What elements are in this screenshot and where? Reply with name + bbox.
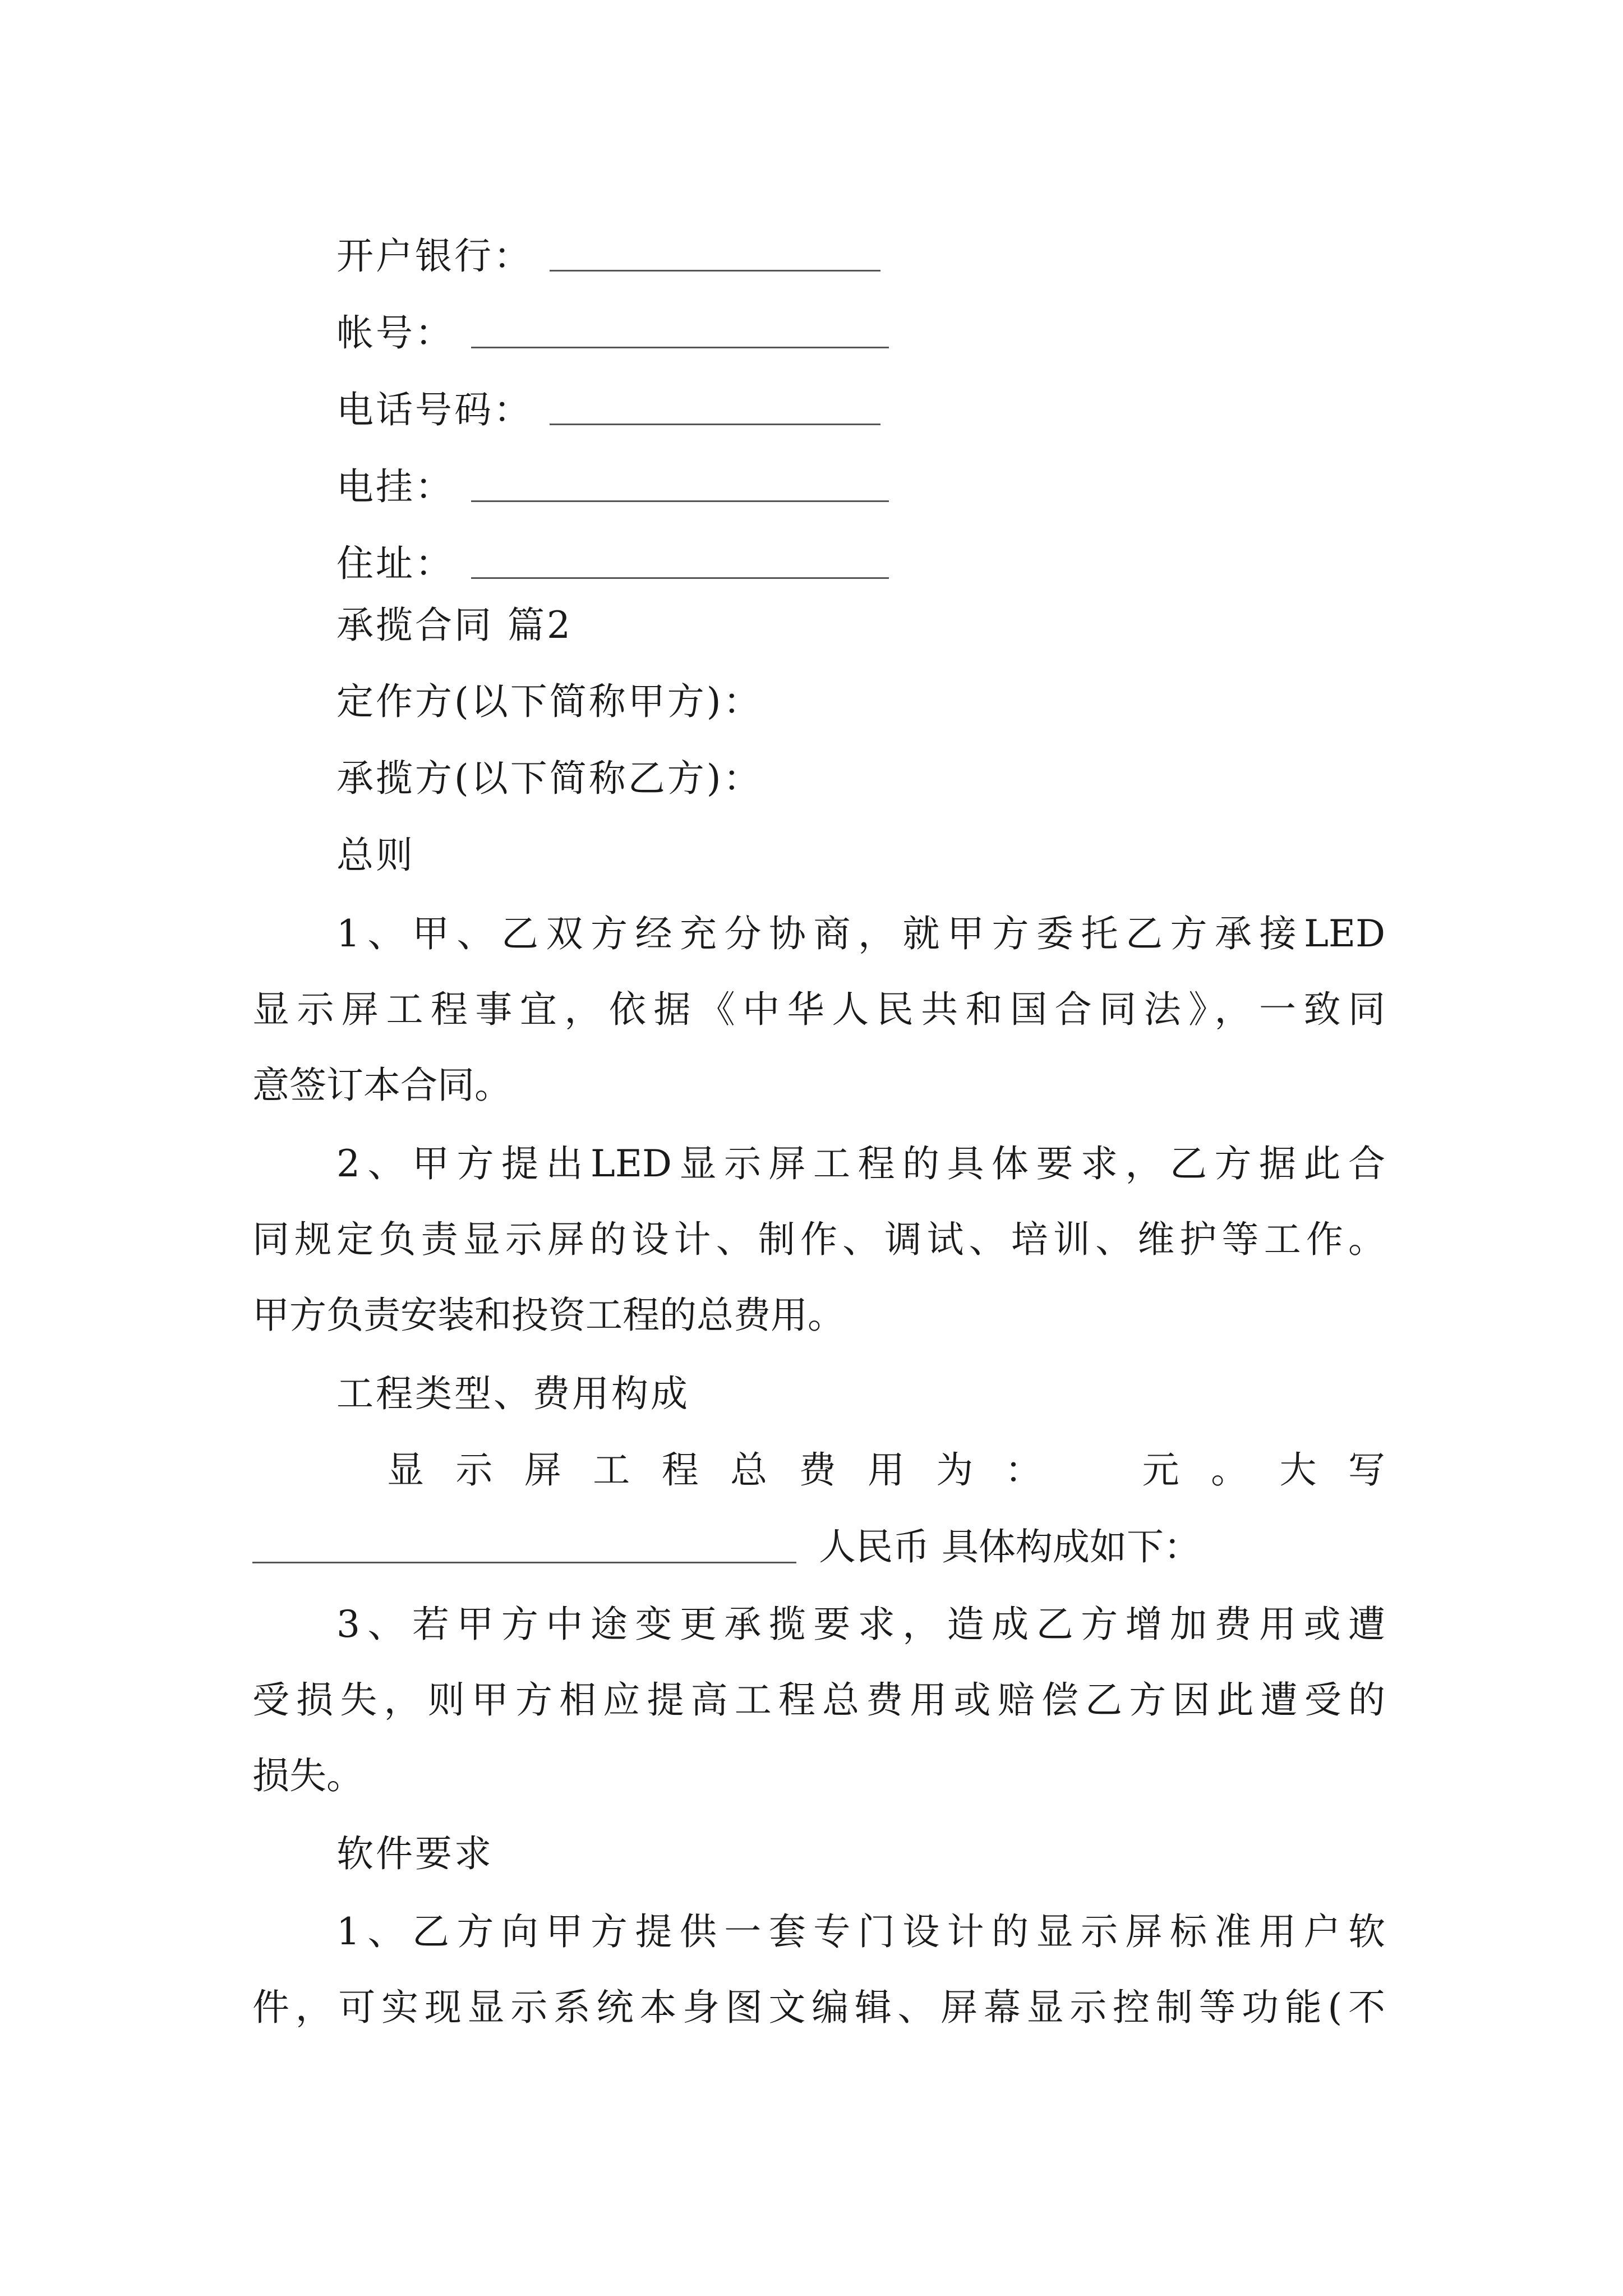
section-software-heading: 软件要求 (336, 1832, 494, 1875)
clause-software-1-line: 件，可实现显示系统本身图文编辑、屏幕显示控制等功能(不 (252, 1986, 1385, 2029)
cost-amount-blank[interactable] (1073, 1452, 1110, 1489)
clause-3-line: 受损失，则甲方相应提高工程总费用或赔偿乙方因此遭受的 (252, 1678, 1385, 1722)
cost-char: 示 (455, 1448, 493, 1492)
field-blank-phone[interactable] (550, 424, 880, 425)
field-account (336, 290, 889, 355)
cost-char: 用 (867, 1448, 905, 1492)
section-cost-heading: 工程类型、费用构成 (336, 1372, 690, 1415)
cost-char: 。 (1211, 1448, 1248, 1492)
field-label-telegraph: 电挂： (336, 465, 454, 508)
cost-char: 为 (936, 1448, 974, 1492)
clause-general-2 (252, 1126, 1385, 1353)
cost-char: 元 (1142, 1448, 1179, 1492)
section-general-heading: 总则 (336, 834, 415, 877)
cost-char: 屏 (524, 1448, 561, 1492)
clause-general-2-line: 2、甲方提出LED显示屏工程的具体要求，乙方据此合 (336, 1142, 1385, 1185)
cost-char: 程 (661, 1448, 699, 1492)
clause-general-2-line: 同规定负责显示屏的设计、制作、调试、培训、维护等工作。 (252, 1218, 1385, 1261)
field-bank (336, 213, 880, 278)
clause-general-1-line: 显示屏工程事宜，依据《中华人民共和国合同法》，一致同 (252, 988, 1385, 1031)
cost-char: 工 (593, 1448, 630, 1492)
field-address (336, 521, 889, 585)
cost-char: 显 (387, 1448, 424, 1492)
clause-3-line: 3、若甲方中途变更承揽要求，造成乙方增加费用或遭 (336, 1603, 1385, 1646)
field-blank-account[interactable] (471, 347, 889, 348)
cost-total-line (387, 1448, 1385, 1492)
party-a-line: 定作方(以下简称甲方)： (336, 680, 763, 723)
cost-char: 写 (1348, 1448, 1385, 1492)
amount-words-line (252, 1525, 1201, 1568)
field-blank-telegraph[interactable] (471, 500, 889, 502)
amount-words-suffix: 人民币 具体构成如下： (819, 1525, 1201, 1568)
field-label-phone: 电话号码： (336, 388, 533, 431)
clause-3-line: 损失。 (252, 1754, 363, 1797)
clause-software-1 (252, 1894, 1385, 2045)
field-blank-address[interactable] (471, 577, 889, 579)
field-phone (336, 367, 880, 429)
field-label-bank: 开户银行： (336, 234, 533, 278)
field-label-account: 帐号： (336, 311, 454, 355)
clause-general-2-line: 甲方负责安装和投资工程的总费用。 (252, 1294, 845, 1337)
field-blank-bank[interactable] (550, 270, 880, 272)
cost-char: ： (1004, 1448, 1042, 1492)
amount-words-blank[interactable] (252, 1562, 796, 1563)
contract-title: 承揽合同 篇2 (336, 604, 573, 647)
clause-general-1 (252, 896, 1385, 1123)
cost-char: 费 (799, 1448, 836, 1492)
field-telegraph (336, 444, 889, 508)
cost-char: 大 (1279, 1448, 1317, 1492)
clause-software-1-line: 1、乙方向甲方提供一套专门设计的显示屏标准用户软 (336, 1910, 1385, 1953)
party-b-line: 承揽方(以下简称乙方)： (336, 757, 763, 800)
clause-general-1-line: 1、甲、乙双方经充分协商，就甲方委托乙方承接LED (336, 912, 1385, 955)
clause-general-1-line: 意签订本合同。 (252, 1064, 511, 1107)
field-label-address: 住址： (336, 542, 454, 585)
cost-char: 总 (730, 1448, 768, 1492)
clause-3 (252, 1586, 1385, 1814)
